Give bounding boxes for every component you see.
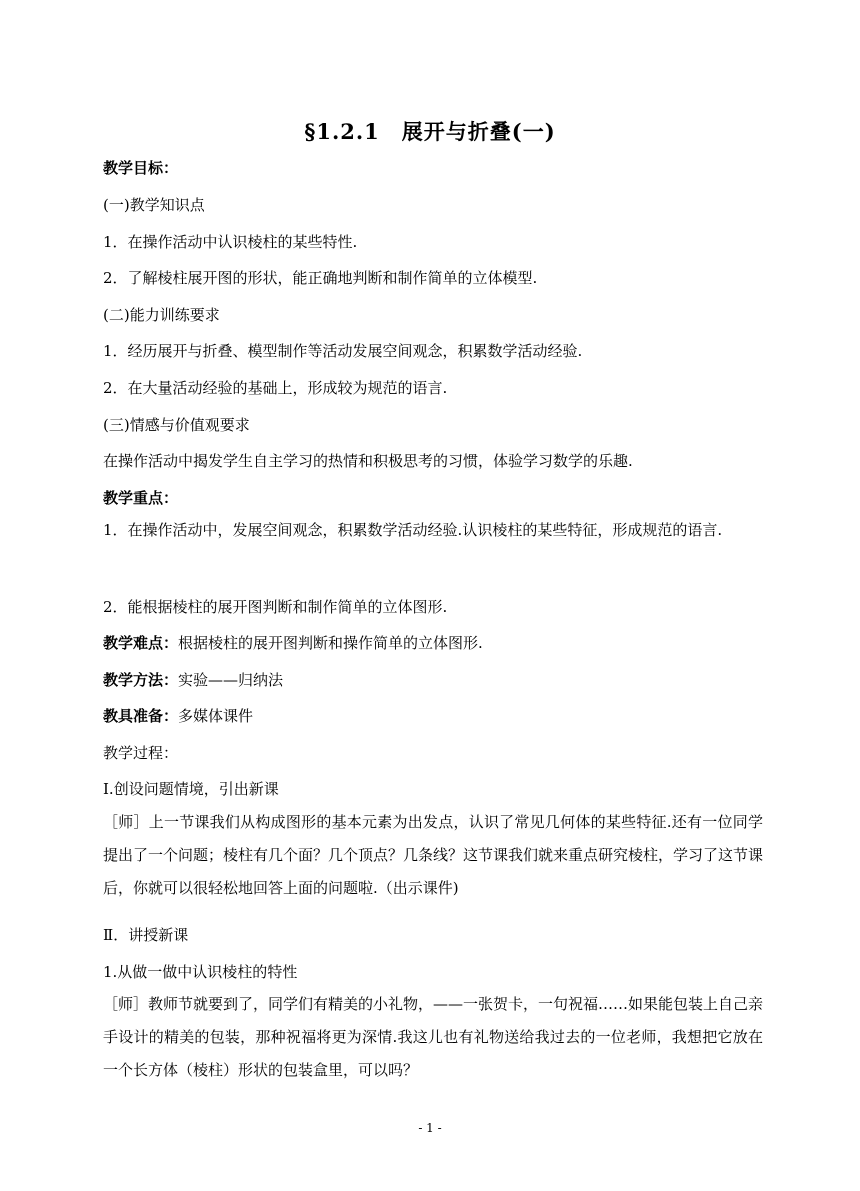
difficulty-label: 教学难点： xyxy=(103,634,179,652)
section2-item-2: 2．在大量活动经验的基础上，形成较为规范的语言. xyxy=(103,379,448,397)
method-text: 实验——归纳法 xyxy=(178,671,284,689)
section3-heading: (三)情感与价值观要求 xyxy=(103,416,250,434)
part1-text: ［师］上一节课我们从构成图形的基本元素为出发点，认识了常见几何体的某些特征.还有一位同学提出了一个问题；棱柱有几个面？几个顶点？几条线？这节课我们就来重点研究棱柱，学习了这节课后，你就可以很轻松地回答上面的问题啦.（出示课件) xyxy=(103,813,764,897)
section1-heading: (一)教学知识点 xyxy=(103,196,205,214)
key-points-heading: 教学重点： xyxy=(103,489,179,507)
section3-text: 在操作活动中揭发学生自主学习的热情和积极思考的习惯，体验学习数学的乐趣. xyxy=(103,452,633,470)
section2-heading: (二)能力训练要求 xyxy=(103,306,220,324)
subsection1-heading: 1.从做一做中认识棱柱的特性 xyxy=(103,963,298,981)
method-label: 教学方法： xyxy=(103,671,179,689)
difficulty-text: 根据棱柱的展开图判断和操作简单的立体图形. xyxy=(178,634,483,652)
page-title: §1.2.1 展开与折叠(一) xyxy=(304,119,556,144)
process-heading: 教学过程： xyxy=(103,744,179,762)
difficulty-row xyxy=(103,633,763,653)
page-number: - 1 - xyxy=(418,1121,442,1135)
section1-item-2: 2．了解棱柱展开图的形状，能正确地判断和制作简单的立体模型. xyxy=(103,269,538,287)
section2-item-1: 1．经历展开与折叠、模型制作等活动发展空间观念，积累数学活动经验. xyxy=(103,342,583,360)
tools-label: 教具准备： xyxy=(103,707,179,725)
section1-item-1: 1．在操作活动中认识棱柱的某些特性. xyxy=(103,233,358,251)
tools-text: 多媒体课件 xyxy=(178,707,254,725)
key-point-1: 1．在操作活动中，发展空间观念，积累数学活动经验.认识棱柱的某些特征，形成规范的语言. xyxy=(103,521,723,539)
tools-row xyxy=(103,706,763,726)
method-row xyxy=(103,670,763,690)
key-point-2: 2．能根据棱柱的展开图判断和制作简单的立体图形. xyxy=(103,598,448,616)
part1-heading: Ⅰ.创设问题情境，引出新课 xyxy=(103,780,279,798)
subsection1-text: ［师］教师节就要到了，同学们有精美的小礼物，——一张贺卡，一句祝福……如果能包装上自己亲手设计的精美的包装，那种祝福将更为深情.我这儿也有礼物送给我过去的一位老师，我想把它放在一个长方体（棱柱）形状的包装盒里，可以吗？ xyxy=(103,995,764,1079)
part2-heading: Ⅱ．讲授新课 xyxy=(103,926,189,944)
objectives-heading: 教学目标： xyxy=(103,159,179,177)
